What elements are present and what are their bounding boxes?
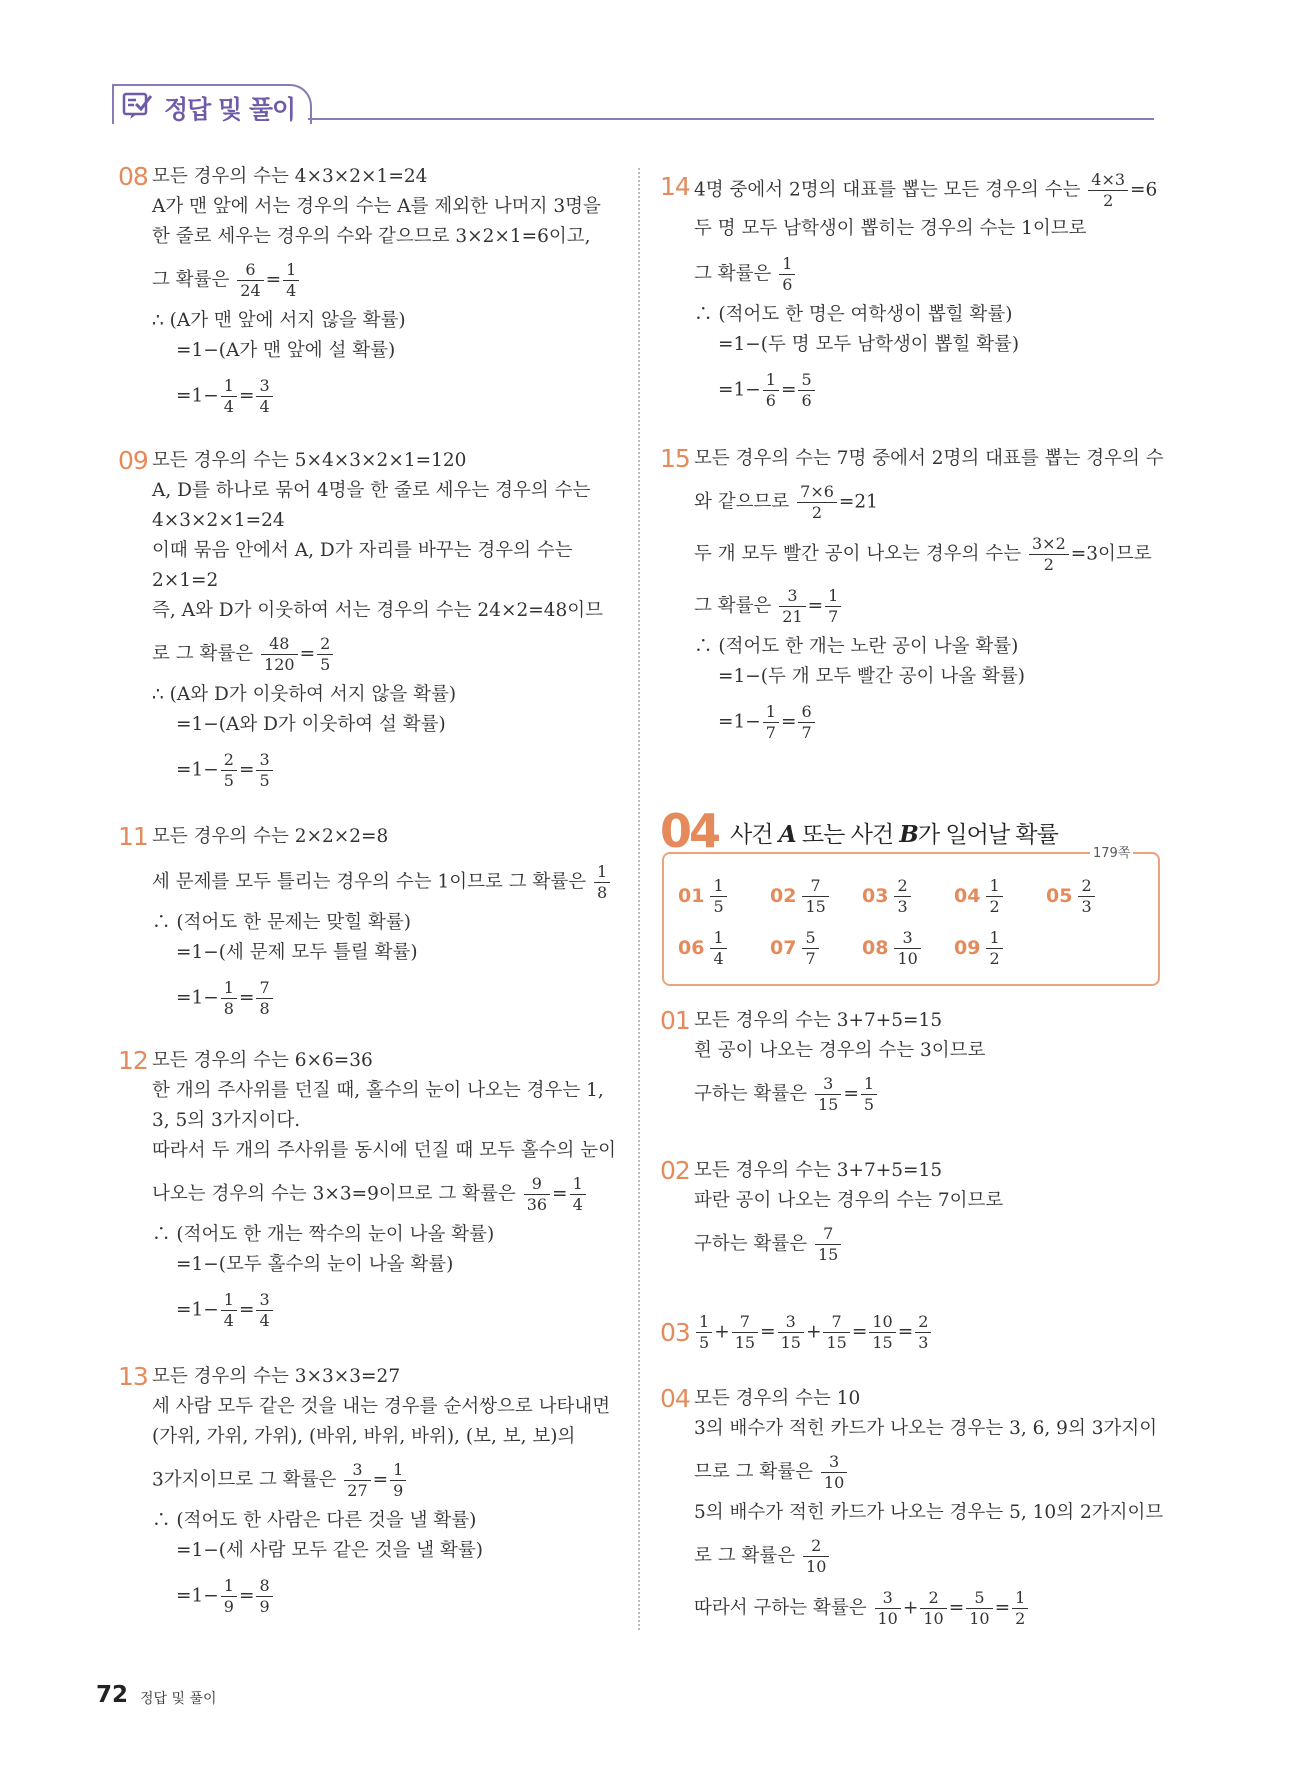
problem-line: =1− $\frac{1}{4}$ = $\frac{3}{4}$ — [176, 1292, 275, 1329]
problem-line: 따라서 두 개의 주사위를 동시에 던질 때 모두 홀수의 눈이 — [152, 1140, 616, 1161]
problem-line: =1−(세 문제 모두 틀릴 확률) — [176, 942, 418, 963]
problem-line: 모든 경우의 수는 3+7+5=15 — [694, 1160, 943, 1181]
problem-line: =1− $\frac{1}{4}$ = $\frac{3}{4}$ — [176, 378, 275, 415]
page-reference: 179쪽 — [1090, 842, 1133, 861]
problem-number: 03 — [660, 1318, 690, 1347]
problem-line: $\frac{1}{5}$ + $\frac{7}{15}$ = $\frac{3}{15}$ + $\frac{7}{15}$ = $\frac{10}{15}$ = $\frac{2}{3}$ — [694, 1314, 933, 1351]
problem-line: 그 확률은 $\frac{1}{6}$ — [694, 256, 797, 293]
problem-line: =1− $\frac{1}{9}$ = $\frac{8}{9}$ — [176, 1578, 275, 1615]
page-title: 정답 및 풀이 — [164, 95, 296, 124]
problem-number: 11 — [118, 822, 148, 851]
problem-line: 세 사람 모두 같은 것을 내는 경우를 순서쌍으로 나타내면 — [152, 1396, 611, 1417]
problem-line: =1− $\frac{1}{7}$ = $\frac{6}{7}$ — [718, 704, 817, 741]
problem-line: 모든 경우의 수는 3+7+5=15 — [694, 1010, 943, 1031]
problem-line: ∴ (적어도 한 사람은 다른 것을 낼 확률) — [152, 1510, 477, 1531]
problem-line: 모든 경우의 수는 6×6=36 — [152, 1050, 373, 1071]
problem-line: 이때 묶음 안에서 A, D가 자리를 바꾸는 경우의 수는 — [152, 540, 573, 561]
problem-line: 므로 그 확률은 $\frac{3}{10}$ — [694, 1454, 849, 1491]
checklist-icon — [122, 90, 152, 120]
problem-number: 12 — [118, 1046, 148, 1075]
problem-number: 02 — [660, 1156, 690, 1185]
problem-line: 모든 경우의 수는 2×2×2=8 — [152, 826, 389, 847]
problem-line: 2×1=2 — [152, 570, 219, 591]
problem-line: =1− $\frac{2}{5}$ = $\frac{3}{5}$ — [176, 752, 275, 789]
problem-line: 따라서 구하는 확률은 $\frac{3}{10}$ + $\frac{2}{10}$ = $\frac{5}{10}$ = $\frac{1}{2}$ — [694, 1590, 1030, 1627]
problem-line: =1−(A가 맨 앞에 설 확률) — [176, 340, 396, 361]
problem-line: (가위, 가위, 가위), (바위, 바위, 바위), (보, 보, 보)의 — [152, 1426, 576, 1447]
problem-line: 즉, A와 D가 이웃하여 서는 경우의 수는 24×2=48이므 — [152, 600, 604, 621]
answer-box — [662, 852, 1160, 986]
problem-line: 3가지이므로 그 확률은 $\frac{3}{27}$ = $\frac{1}{9}$ — [152, 1462, 408, 1499]
problem-line: =1−(모두 홀수의 눈이 나올 확률) — [176, 1254, 454, 1275]
problem-number: 04 — [660, 1384, 690, 1413]
problem-line: 한 개의 주사위를 던질 때, 홀수의 눈이 나오는 경우는 1, — [152, 1080, 604, 1101]
problem-line: =1−(세 사람 모두 같은 것을 낼 확률) — [176, 1540, 483, 1561]
answer-item: 06 $\frac{1}{4}$ — [678, 930, 729, 967]
problem-line: 3의 배수가 적힌 카드가 나오는 경우는 3, 6, 9의 3가지이 — [694, 1418, 1158, 1439]
problem-line: 모든 경우의 수는 4×3×2×1=24 — [152, 166, 428, 187]
problem-line: A가 맨 앞에 서는 경우의 수는 A를 제외한 나머지 3명을 — [152, 196, 601, 217]
problem-line: 와 같으므로 $\frac{7\times 6}{2}$ =21 — [694, 482, 878, 522]
section-number: 04 — [660, 804, 719, 858]
problem-line: =1− $\frac{1}{8}$ = $\frac{7}{8}$ — [176, 980, 275, 1017]
problem-line: 두 명 모두 남학생이 뽑히는 경우의 수는 1이므로 — [694, 218, 1087, 239]
problem-line: 그 확률은 $\frac{6}{24}$ = $\frac{1}{4}$ — [152, 262, 301, 299]
problem-line: ∴ (적어도 한 개는 짝수의 눈이 나올 확률) — [152, 1224, 495, 1245]
problem-number: 13 — [118, 1362, 148, 1391]
problem-line: ∴ (A와 D가 이웃하여 서지 않을 확률) — [152, 684, 457, 705]
problem-line: =1−(A와 D가 이웃하여 설 확률) — [176, 714, 446, 735]
problem-number: 14 — [660, 172, 690, 201]
footer-label: 정답 및 풀이 — [140, 1691, 217, 1707]
answer-item: 08 $\frac{3}{10}$ — [862, 930, 923, 967]
section-title: 사건 A 또는 사건 B가 일어날 확률 — [730, 821, 1058, 848]
header-tab — [112, 84, 312, 124]
answer-item: 01 $\frac{1}{5}$ — [678, 878, 729, 915]
problem-number: 09 — [118, 446, 148, 475]
answer-item: 02 $\frac{7}{15}$ — [770, 878, 831, 915]
problem-line: 두 개 모두 빨간 공이 나오는 경우의 수는 $\frac{3\times 2}{2}$ =3이므로 — [694, 534, 1152, 574]
column-divider — [638, 168, 640, 1630]
header-rule — [308, 118, 1154, 120]
problem-line: A, D를 하나로 묶어 4명을 한 줄로 세우는 경우의 수는 — [152, 480, 591, 501]
answer-item: 05 $\frac{2}{3}$ — [1046, 878, 1097, 915]
problem-number: 15 — [660, 444, 690, 473]
problem-line: ∴ (적어도 한 문제는 맞힐 확률) — [152, 912, 411, 933]
page-header — [112, 84, 1154, 124]
problem-line: 3, 5의 3가지이다. — [152, 1110, 301, 1131]
problem-line: 한 줄로 세우는 경우의 수와 같으므로 3×2×1=6이고, — [152, 226, 591, 247]
problem-line: 세 문제를 모두 틀리는 경우의 수는 1이므로 그 확률은 $\frac{1}{8}$ — [152, 864, 612, 901]
problem-number: 08 — [118, 162, 148, 191]
problem-line: 나오는 경우의 수는 3×3=9이므로 그 확률은 $\frac{9}{36}$ = $\frac{1}{4}$ — [152, 1176, 588, 1213]
problem-line: ∴ (적어도 한 개는 노란 공이 나올 확률) — [694, 636, 1019, 657]
page-number: 72 — [96, 1682, 129, 1708]
problem-line: 흰 공이 나오는 경우의 수는 3이므로 — [694, 1040, 986, 1061]
problem-line: 구하는 확률은 $\frac{7}{15}$ — [694, 1226, 843, 1263]
problem-line: 모든 경우의 수는 7명 중에서 2명의 대표를 뽑는 경우의 수 — [694, 448, 1164, 469]
problem-line: 그 확률은 $\frac{3}{21}$ = $\frac{1}{7}$ — [694, 588, 843, 625]
problem-line: 파란 공이 나오는 경우의 수는 7이므로 — [694, 1190, 1004, 1211]
problem-line: 5의 배수가 적힌 카드가 나오는 경우는 5, 10의 2가지이므 — [694, 1502, 1164, 1523]
problem-line: 모든 경우의 수는 10 — [694, 1388, 861, 1409]
problem-line: 4×3×2×1=24 — [152, 510, 285, 531]
problem-line: =1−(두 개 모두 빨간 공이 나올 확률) — [718, 666, 1025, 687]
answer-item: 07 $\frac{5}{7}$ — [770, 930, 821, 967]
problem-line: 로 그 확률은 $\frac{48}{120}$ = $\frac{2}{5}$ — [152, 636, 335, 673]
problem-line: ∴ (A가 맨 앞에 서지 않을 확률) — [152, 310, 406, 331]
answer-item: 04 $\frac{1}{2}$ — [954, 878, 1005, 915]
problem-line: 로 그 확률은 $\frac{2}{10}$ — [694, 1538, 831, 1575]
problem-number: 01 — [660, 1006, 690, 1035]
problem-line: =1−(두 명 모두 남학생이 뽑힐 확률) — [718, 334, 1020, 355]
problem-line: 4명 중에서 2명의 대표를 뽑는 모든 경우의 수는 $\frac{4\times 3}{2}$ =6 — [694, 170, 1158, 210]
problem-line: ∴ (적어도 한 명은 여학생이 뽑힐 확률) — [694, 304, 1013, 325]
problem-line: 구하는 확률은 $\frac{3}{15}$ = $\frac{1}{5}$ — [694, 1076, 879, 1113]
problem-line: =1− $\frac{1}{6}$ = $\frac{5}{6}$ — [718, 372, 817, 409]
answer-item: 09 $\frac{1}{2}$ — [954, 930, 1005, 967]
problem-line: 모든 경우의 수는 5×4×3×2×1=120 — [152, 450, 467, 471]
problem-line: 모든 경우의 수는 3×3×3=27 — [152, 1366, 401, 1387]
answer-item: 03 $\frac{2}{3}$ — [862, 878, 913, 915]
